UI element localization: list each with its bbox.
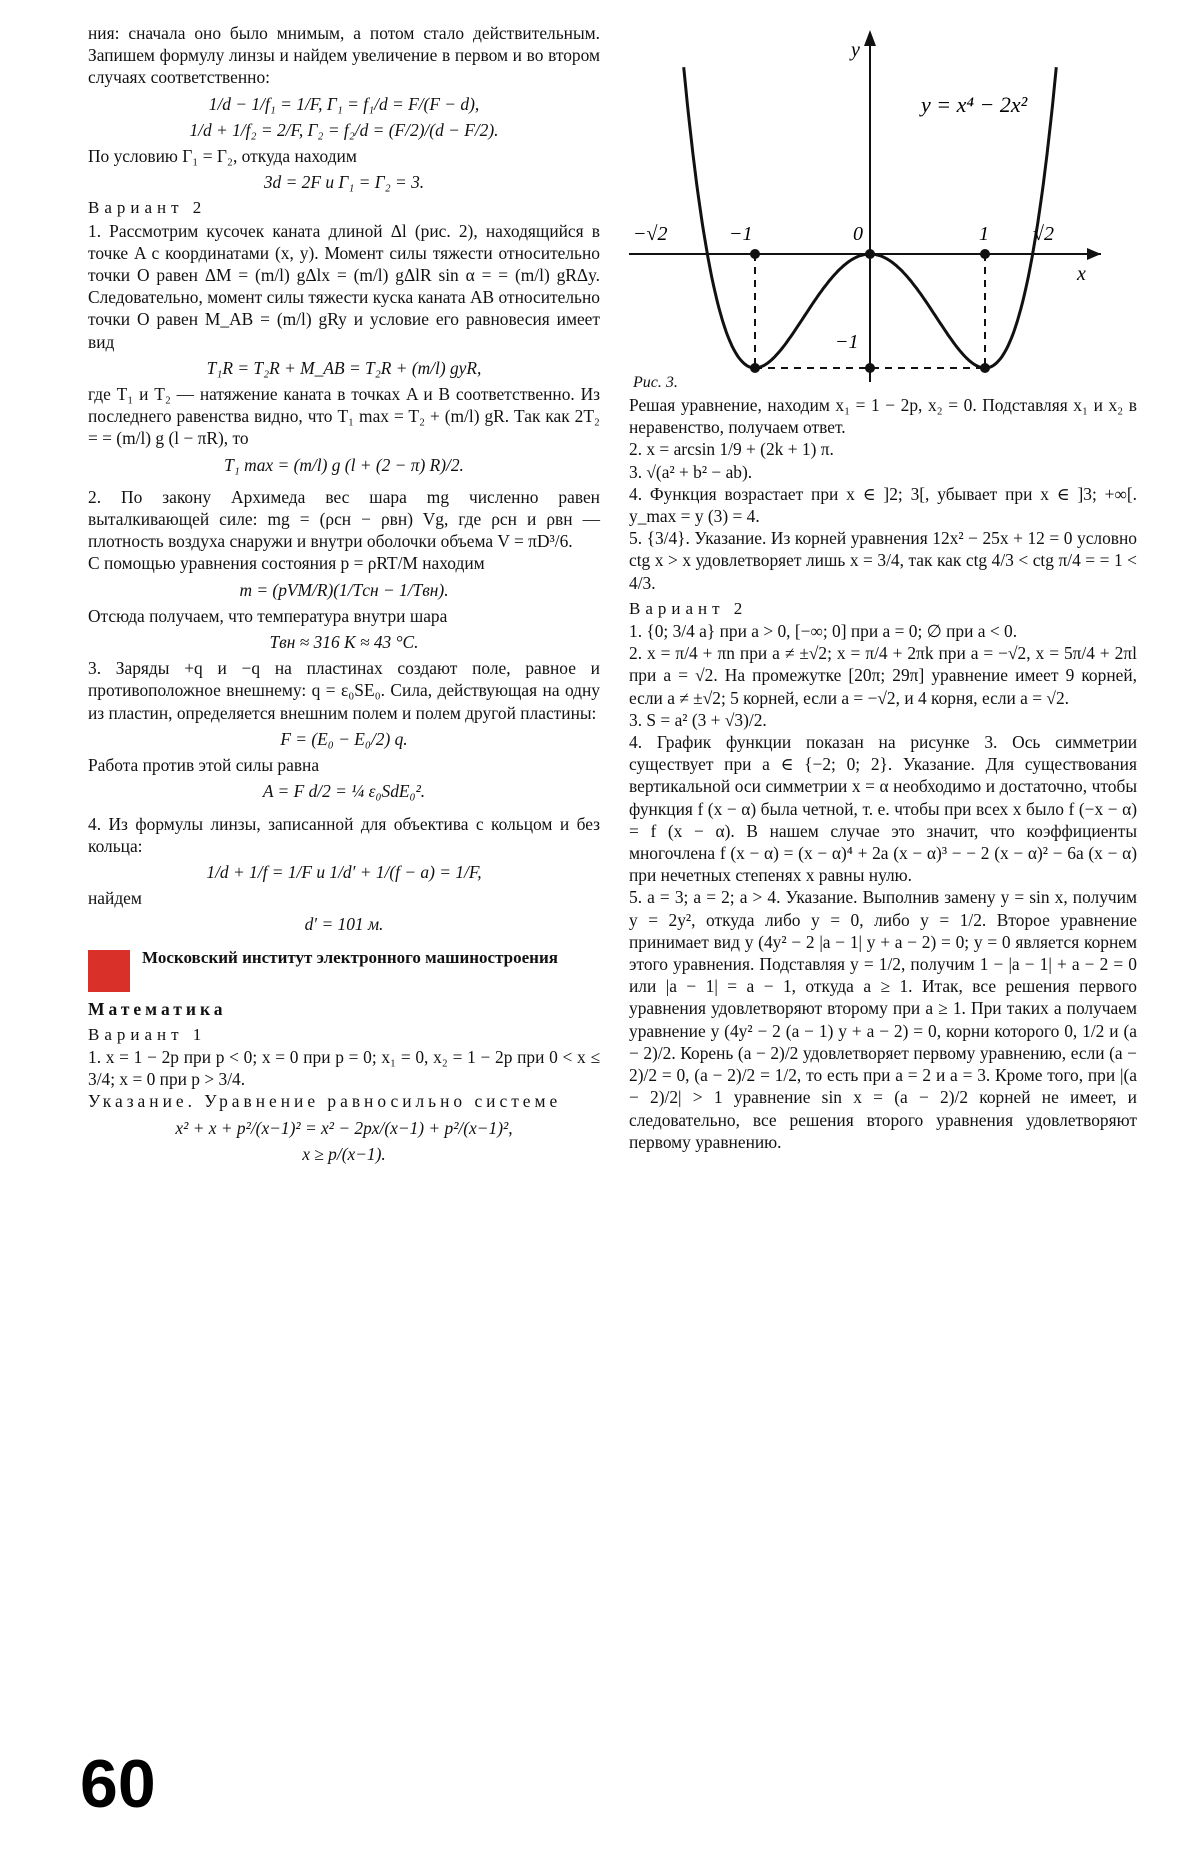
- formula: x² + x + p²/(x−1)² = x² − 2px/(x−1) + p²/(x−1)²,: [175, 1117, 513, 1138]
- section-marker: [88, 950, 130, 992]
- answer: 4. График функции показан на рисунке 3. Ось симметрии существует при a ∈ {−2; 0; 2}. Указание. Для существования вертикальной оси симметрии x = α необходимо и достаточно, чтобы функция f (x − α) была четной, т. е. чтобы при всех x было f (−x − α) = f (x − α). В нашем случае это значит, что коэффициенты многочлена f (x − α) = (x − α)⁴ + 2a (x − α)³ − − 2 (x − α)² − 6a (x − α) при нечетных степенях x равны нулю.: [629, 732, 1137, 886]
- paragraph: 3. Заряды +q и −q на пластинах создают поле, равное и противоположное внешнему: q = ε₀SE₀. Сила, действующая на одну из пластин, определяется внешним полем и полем другой пластины:: [88, 658, 600, 723]
- paragraph: ния: сначала оно было мнимым, а потом стало действительным. Запишем формулу линзы и найдем увеличение в первом и во втором случаях соответственно:: [88, 23, 600, 88]
- answer: 3. S = a² (3 + √3)/2.: [629, 709, 767, 730]
- paragraph: Отсюда получаем, что температура внутри шара: [88, 605, 448, 626]
- variant-heading: Вариант 2: [88, 198, 207, 218]
- variant-heading: Вариант 2: [629, 598, 748, 618]
- paragraph: 4. Из формулы линзы, записанной для объектива с кольцом и без кольца:: [88, 813, 600, 856]
- figure-3: [629, 22, 1137, 394]
- paragraph: где T₁ и T₂ — натяжение каната в точках A и B соответственно. Из последнего равенства видно, что T₁ max = T₂ + (m/l) gR. Так как 2T₂ = = (m/l) g (l − πR), то: [88, 384, 600, 449]
- paragraph: С помощью уравнения состояния p = ρRT/M находим: [88, 553, 485, 574]
- answer: 3. √(a² + b² − ab).: [629, 461, 753, 482]
- y-axis-arrow: [864, 30, 876, 46]
- formula: T₁R = T₂R + M_AB = T₂R + (m/l) gyR,: [206, 357, 482, 378]
- subject-heading: Математика: [88, 998, 227, 1019]
- y-axis-label: y: [851, 39, 860, 61]
- point: [980, 249, 990, 259]
- figure-caption: Рис. 3.: [633, 374, 678, 391]
- variant-heading: Вариант 1: [88, 1024, 207, 1044]
- function-graph: [629, 22, 1137, 394]
- formula: T₁ max = (m/l) g (l + (2 − π) R)/2.: [224, 454, 464, 475]
- institute-title: Московский институт электронного машиностроения: [142, 947, 558, 967]
- answer: 4. Функция возрастает при x ∈ ]2; 3[, убывает при x ∈ ]3; +∞[. y_max = y (3) = 4.: [629, 483, 1137, 527]
- formula: 1/d + 1/f = 1/F и 1/d′ + 1/(f − a) = 1/F,: [206, 861, 482, 882]
- paragraph: 1. Рассмотрим кусочек каната длиной Δl (рис. 2), находящийся в точке A с координатами (x, y). Момент силы тяжести относительно точки O равен ΔM = (m/l) gΔlx = (m/l) gΔlR sin α = = (m/l) gRΔy. Следовательно, момент силы тяжести куска каната AB относительно точки O равен M_AB = (m/l) gRy и условие его равновесия имеет вид: [88, 220, 600, 352]
- paragraph: Решая уравнение, находим x₁ = 1 − 2p, x₂ = 0. Подставляя x₁ и x₂ в неравенство, получаем ответ.: [629, 395, 1137, 438]
- point: [980, 363, 990, 373]
- left-column: [88, 22, 600, 1169]
- x-axis-arrow: [1087, 248, 1101, 260]
- paragraph: По условию Γ₁ = Γ₂, откуда находим: [88, 146, 357, 167]
- institute-header: [88, 948, 600, 992]
- formula: F = (E₀ − E₀/2) q.: [280, 728, 408, 749]
- point: [750, 363, 760, 373]
- tick-label: √2: [1033, 223, 1054, 245]
- tick-label: 1: [979, 223, 989, 245]
- answer: 1. {0; 3/4 a} при a > 0, [−∞; 0] при a = 0; ∅ при a < 0.: [629, 621, 1018, 642]
- formula: m = (pVM/R)(1/Tсн − 1/Tвн).: [239, 579, 449, 600]
- point: [865, 363, 875, 373]
- formula: x ≥ p/(x−1).: [302, 1143, 386, 1164]
- right-column: [629, 22, 1137, 1153]
- paragraph: Работа против этой силы равна: [88, 755, 320, 776]
- tick-label: −1: [729, 223, 753, 245]
- formula: A = F d/2 = ¼ ε₀SdE₀².: [262, 781, 426, 802]
- paragraph: 2. По закону Архимеда вес шара mg численно равен выталкивающей силе: mg = (ρсн − ρвн) Vg, где ρсн и ρвн — плотность воздуха снаружи и внутри оболочки объема V = πD³/6.: [88, 486, 600, 552]
- answer: 2. x = π/4 + πn при a ≠ ±√2; x = π/4 + 2πk при a = −√2, x = 5π/4 + 2πl при a = √2. На промежутке [20π; 29π] уравнение имеет 9 корней, если a ≠ ±√2; 5 корней, если a = −√2, и 4 корня, если a = √2.: [629, 643, 1137, 708]
- page-number: 60: [80, 1746, 156, 1822]
- x-axis-label: x: [1077, 263, 1086, 285]
- formula: 1/d + 1/f₂ = 2/F, Γ₂ = f₂/d = (F/2)/(d − F/2).: [189, 119, 499, 140]
- answer: 5. {3/4}. Указание. Из корней уравнения 12x² − 25x + 12 = 0 условно ctg x > x удовлетворяет лишь x = 3/4, так как ctg 4/3 < ctg π/4 = = 1 < 4/3.: [629, 528, 1137, 593]
- answer: 2. x = arcsin 1/9 + (2k + 1) π.: [629, 439, 834, 460]
- tick-label: −1: [835, 331, 859, 353]
- formula: d′ = 101 м.: [304, 914, 384, 935]
- formula: Tвн ≈ 316 K ≈ 43 °С.: [269, 632, 419, 653]
- point: [750, 249, 760, 259]
- answer: 5. a = 3; a = 2; a > 4. Указание. Выполнив замену y = sin x, получим y = 2y², откуда либо y = 0, либо y = 1/2. Второе уравнение принимает вид y (4y² − 2 |a − 1| y + a − 2) = 0; y = 0 является корнем этого уравнения. Подставляя y = 1/2, получим 1 − |a − 1| + a − 2 = 0 или |a − 1| = a − 1, откуда a ≥ 1. Итак, все решения первого уравнения удовлетворяют второму при a ≥ 1. При таких a получаем уравнение y (4y² − 2 (a − 1) y + a − 2) = 0, корни которого 0, 1/2 и (a − 2)/2. Корень (a − 2)/2 удовлетворяет первому уравнению, если (a − 2)/2 = 0, (a − 2)/2 = 1/2, то есть при a = 2 и a = 3. Кроме того, при |(a − 2)/2| > 1 уравнение sin x = (a − 2)/2 корней не имеет, и следовательно, все решения второго уравнения удовлетворяют первому уравнению.: [629, 887, 1137, 1152]
- paragraph: найдем: [88, 888, 142, 909]
- point: [865, 249, 875, 259]
- function-label: y = x⁴ − 2x²: [921, 92, 1028, 117]
- formula: 3d = 2F и Γ₁ = Γ₂ = 3.: [263, 172, 425, 193]
- paragraph: 1. x = 1 − 2p при p < 0; x = 0 при p = 0; x₁ = 0, x₂ = 1 − 2p при 0 < x ≤ 3/4; x = 0 при p > 3/4.: [88, 1046, 600, 1090]
- hint: Указание. Уравнение равносильно системе: [88, 1091, 562, 1112]
- tick-label: −√2: [633, 223, 668, 245]
- formula: 1/d − 1/f₁ = 1/F, Γ₁ = f₁/d = F/(F − d),: [208, 93, 480, 114]
- tick-label: 0: [853, 223, 863, 245]
